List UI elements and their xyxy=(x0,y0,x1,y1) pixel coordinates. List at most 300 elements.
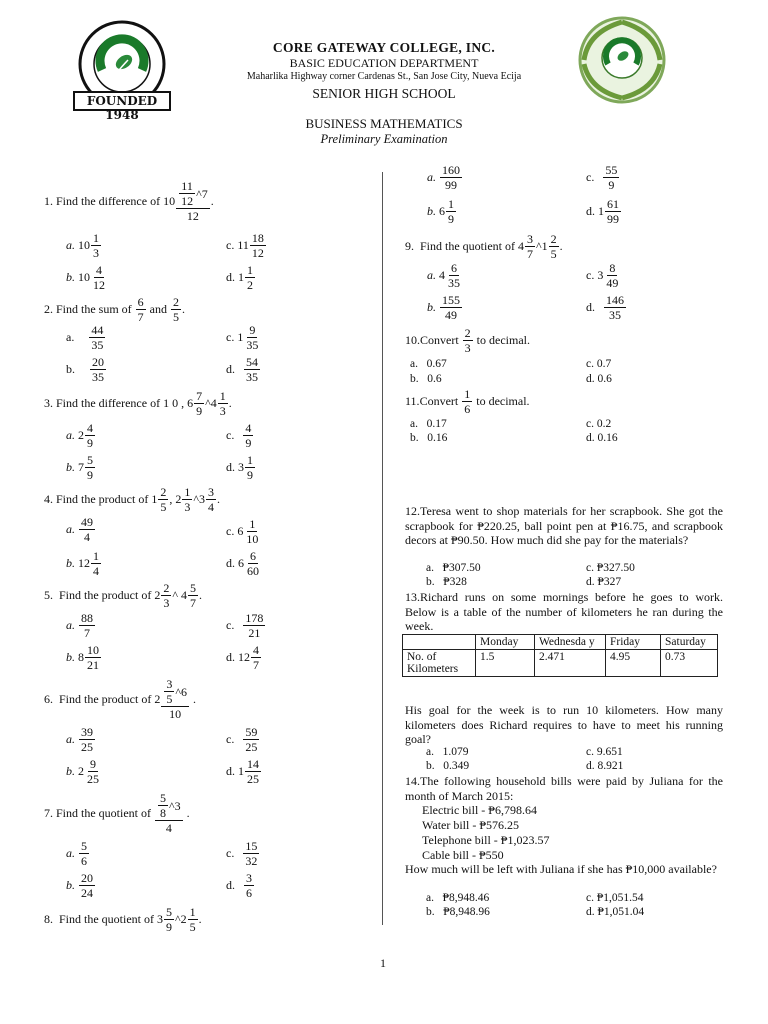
fraction xyxy=(244,324,260,351)
denominator: 7 xyxy=(189,596,196,610)
whole-number: 2 xyxy=(154,588,161,602)
numerator: 10 xyxy=(87,643,99,657)
q13-option-b[interactable]: b. 0.349 xyxy=(426,760,470,772)
fraction xyxy=(245,454,255,481)
numerator: 178 xyxy=(245,611,264,625)
denominator: 25 xyxy=(87,772,99,786)
denominator: 21 xyxy=(87,658,99,672)
q7-option-b[interactable] xyxy=(66,872,96,899)
fraction xyxy=(91,232,101,259)
option-letter: d. xyxy=(226,878,235,892)
fraction xyxy=(245,264,255,291)
denominator: 9 xyxy=(247,468,253,482)
q10-option-a[interactable]: a. 0.67 xyxy=(410,358,447,370)
fraction xyxy=(188,906,198,933)
numerator: 6 xyxy=(250,549,256,563)
numerator: 6 xyxy=(451,261,457,275)
q8-option-a[interactable] xyxy=(427,164,463,191)
whole-number: 8 xyxy=(78,650,84,664)
option-letter: b. xyxy=(427,300,436,314)
q11-option-d[interactable]: d. 0.16 xyxy=(586,432,618,444)
whole-number: 4 xyxy=(439,268,445,282)
table-header-cell: Friday xyxy=(606,635,661,650)
denominator: 8 xyxy=(160,806,166,820)
denominator: 6 xyxy=(81,854,87,868)
denominator: 9 xyxy=(245,436,252,450)
question-number: 9. xyxy=(405,239,414,253)
fraction xyxy=(85,454,95,481)
kilometers-table xyxy=(402,634,718,677)
whole-number: , 2 xyxy=(169,492,182,506)
table-header-row xyxy=(403,635,718,650)
table-header-cell xyxy=(403,635,476,650)
exam-title: Preliminary Examination xyxy=(320,132,448,146)
whole-number: 3 xyxy=(157,912,163,926)
question-text: Find the difference of xyxy=(56,396,161,410)
whole-number: 10 xyxy=(78,238,90,252)
fraction xyxy=(85,758,101,785)
numerator: 20 xyxy=(81,871,93,885)
q14-option-d[interactable]: d. ₱1,051.04 xyxy=(586,906,645,918)
question-text: Convert xyxy=(419,394,459,408)
question-text: Find the product of xyxy=(59,691,152,706)
q10-option-b[interactable]: b. 0.6 xyxy=(410,373,442,385)
numerator: 9 xyxy=(90,757,96,771)
q13-option-d[interactable]: d. 8.921 xyxy=(586,760,624,772)
q1-option-d[interactable] xyxy=(226,264,256,291)
numerator: 59 xyxy=(245,725,258,739)
denominator: 4 xyxy=(207,500,214,514)
question-7: 7. Find the quotient of $\frac{5}{8}$ ^3 4 . xyxy=(44,791,190,835)
q4-option-b[interactable] xyxy=(66,550,102,577)
whole-number: 1 0 , 6 xyxy=(163,396,194,410)
denominator: 3 xyxy=(184,500,191,514)
option-letter: c. xyxy=(226,846,235,860)
q13-option-c[interactable]: c. 9.651 xyxy=(586,746,623,758)
numerator: 8 xyxy=(609,261,616,275)
fraction xyxy=(90,356,106,383)
denominator: 5 xyxy=(173,310,179,324)
q14-option-c[interactable]: c. ₱1,051.54 xyxy=(586,892,644,904)
numerator: 5 xyxy=(87,453,93,467)
whole-number: 6 xyxy=(237,524,244,538)
denominator: 9 xyxy=(608,178,615,192)
question-8: 8. Find the quotient of 3 $\frac{5}{9}$ ^2 $\frac{1}{5}$ . xyxy=(44,905,202,934)
numerator: 54 xyxy=(246,355,258,369)
denominator: 12 xyxy=(186,209,199,223)
whole-number: 11 xyxy=(237,238,249,252)
option-letter: d. xyxy=(226,460,235,474)
numerator: 1 xyxy=(184,485,191,499)
q10-option-c[interactable]: c. 0.7 xyxy=(586,358,612,370)
q7-option-d[interactable] xyxy=(226,872,255,899)
numerator: 1 xyxy=(249,517,256,531)
denominator: 6 xyxy=(464,402,471,416)
fraction xyxy=(179,180,195,207)
fraction xyxy=(161,678,189,720)
fraction xyxy=(206,486,216,513)
numerator: 146 xyxy=(606,293,624,307)
q4-option-d[interactable] xyxy=(226,550,262,577)
fraction xyxy=(171,296,181,323)
numerator: 11 xyxy=(181,179,193,193)
denominator: 9 xyxy=(196,404,203,418)
whole-number: 1 xyxy=(238,764,244,778)
q4-option-c[interactable] xyxy=(226,518,261,545)
numerator: 1 xyxy=(93,549,99,563)
numerator: 1 xyxy=(219,389,226,403)
option-letter: c. xyxy=(226,330,235,344)
fraction xyxy=(440,294,462,321)
q3-option-d[interactable] xyxy=(226,454,256,481)
question-number: 1. xyxy=(44,193,53,208)
denominator: 10 xyxy=(246,532,259,546)
q9-option-d[interactable] xyxy=(586,294,627,321)
bill-item: Water bill - ₱576.25 xyxy=(422,818,520,832)
whole-number: 6 xyxy=(238,556,244,570)
denominator: 3 xyxy=(163,596,170,610)
option-letter: a. xyxy=(66,428,75,442)
subject-title: BUSINESS MATHEMATICS xyxy=(305,116,463,131)
q10-option-d[interactable]: d. 0.6 xyxy=(586,373,612,385)
question-11 xyxy=(405,388,530,415)
q6-option-b[interactable] xyxy=(66,758,102,785)
table-cell: 1.5 xyxy=(476,650,535,677)
numerator: 3 xyxy=(207,485,214,499)
whole-number: 1 xyxy=(238,270,244,284)
option-letter: a. xyxy=(427,170,436,184)
q6-option-d[interactable] xyxy=(226,758,262,785)
fraction xyxy=(194,390,204,417)
denominator: 32 xyxy=(245,854,258,868)
table-header-cell: Wednesda y xyxy=(535,635,606,650)
fraction xyxy=(446,198,456,225)
question-text: Convert xyxy=(420,333,459,347)
denominator: 24 xyxy=(81,886,93,900)
numerator: 20 xyxy=(92,355,104,369)
option-letter: d. xyxy=(226,650,235,664)
denominator: 7 xyxy=(137,310,144,324)
question-text: Find the product of xyxy=(59,588,152,602)
fraction xyxy=(164,906,174,933)
denominator: 4 xyxy=(93,564,99,578)
option-letter: d. xyxy=(226,764,235,778)
q9-option-b[interactable] xyxy=(427,294,463,321)
fraction xyxy=(604,262,620,289)
q9-option-a[interactable] xyxy=(427,262,463,289)
numerator: 15 xyxy=(245,839,258,853)
fraction xyxy=(446,262,462,289)
q6-option-a[interactable] xyxy=(66,726,96,753)
whole-number: 2 xyxy=(78,764,84,778)
q2-option-a[interactable] xyxy=(66,324,106,351)
q14-option-a[interactable]: a. ₱8,948.46 xyxy=(426,892,490,904)
numerator: 1 xyxy=(448,197,454,211)
table-row-label: No. of Kilometers xyxy=(403,650,476,677)
question-1 xyxy=(44,180,214,222)
college-name: CORE GATEWAY COLLEGE, INC. xyxy=(272,40,496,55)
whole-number: 7 xyxy=(78,460,84,474)
numerator: 1 xyxy=(247,263,253,277)
option-letter: d. xyxy=(586,300,595,314)
option-letter: a. xyxy=(427,268,436,282)
school-level: SENIOR HIGH SCHOOL xyxy=(312,86,456,101)
q1-option-c[interactable] xyxy=(226,232,267,259)
table-cell: 0.73 xyxy=(661,650,718,677)
option-letter: b. xyxy=(66,878,75,892)
fraction xyxy=(161,582,171,609)
operator: ^ 4 xyxy=(172,588,187,602)
fraction xyxy=(85,422,95,449)
left-logo-banner: FOUNDED 1948 xyxy=(86,94,158,122)
question-14-followup: How much will be left with Juliana if she has ₱10,000 available? xyxy=(405,862,717,876)
option-letter: a. xyxy=(66,238,75,252)
fraction xyxy=(463,327,473,354)
q8-option-b[interactable] xyxy=(427,198,457,225)
numerator: 3 xyxy=(527,232,533,246)
question-number: 3. xyxy=(44,396,53,410)
operator: ^7 xyxy=(196,186,208,201)
numerator: 88 xyxy=(81,611,93,625)
option-letter: d. xyxy=(226,556,235,570)
denominator: 6 xyxy=(246,886,252,900)
option-letter: c. xyxy=(586,268,595,282)
denominator: 5 xyxy=(550,247,557,261)
numerator: 4 xyxy=(245,421,252,435)
question-number: 4. xyxy=(44,492,53,506)
page-number: 1 xyxy=(380,956,386,970)
q12-option-c[interactable]: c. ₱327.50 xyxy=(586,562,635,574)
option-letter: d. xyxy=(226,362,235,376)
numerator: 55 xyxy=(605,163,618,177)
q12-option-d[interactable]: d. ₱327 xyxy=(586,576,622,588)
numerator: 4 xyxy=(87,421,93,435)
column-divider xyxy=(382,172,383,925)
question-5: 5. Find the product of 2 $\frac{2}{3}$ ^ 4 $\frac{5}{7}$ . xyxy=(44,581,202,610)
question-13-followup: His goal for the week is to run 10 kilometers. How many kilometers does Richard requires to have to meet his running goal? xyxy=(405,703,723,746)
fraction xyxy=(79,612,95,639)
option-letter: a. xyxy=(66,846,75,860)
fraction xyxy=(462,388,472,415)
department-name: BASIC EDUCATION DEPARTMENT xyxy=(289,56,479,70)
denominator: 35 xyxy=(246,338,259,352)
fraction xyxy=(243,840,259,867)
denominator: 49 xyxy=(445,308,457,322)
q3-option-b[interactable] xyxy=(66,454,96,481)
question-6: 6. Find the product of 2 $\frac{3}{5}$ ^6 10 . xyxy=(44,677,196,721)
operator: ^3 xyxy=(169,798,181,813)
q5-option-a[interactable] xyxy=(66,612,96,639)
whole-number: 10 xyxy=(78,270,90,284)
denominator: 4 xyxy=(84,530,90,544)
denominator: 25 xyxy=(245,740,258,754)
q9-option-c[interactable] xyxy=(586,262,621,289)
fraction xyxy=(244,872,254,899)
q5-option-b[interactable] xyxy=(66,644,102,671)
denominator: 35 xyxy=(448,276,460,290)
numerator: 5 xyxy=(189,581,196,595)
q1-option-a[interactable] xyxy=(66,232,102,259)
bill-item: Electric bill - ₱6,798.64 xyxy=(422,803,537,817)
numerator: 4 xyxy=(253,643,259,657)
question-4: 4. Find the product of 1 $\frac{2}{5}$ , 2 $\frac{1}{3}$ ^3 $\frac{3}{4}$ . xyxy=(44,485,220,514)
numerator: 160 xyxy=(442,163,460,177)
q12-option-a[interactable]: a. ₱307.50 xyxy=(426,562,481,574)
q7-option-a[interactable] xyxy=(66,840,90,867)
option-letter: b. xyxy=(66,460,75,474)
q2-option-c[interactable] xyxy=(226,324,261,351)
table-row xyxy=(403,650,718,677)
denominator: 60 xyxy=(247,564,259,578)
fraction xyxy=(155,792,183,834)
option-letter: b. xyxy=(66,764,75,778)
question-text: Find the quotient of xyxy=(420,239,515,253)
whole-number: 4 xyxy=(518,239,524,253)
fraction xyxy=(244,518,260,545)
fraction xyxy=(176,180,210,222)
numerator: 1 xyxy=(93,231,99,245)
fraction xyxy=(79,840,89,867)
question-9: 9. Find the quotient of 4 $\frac{3}{7}$ ^1 $\frac{2}{5}$ . xyxy=(405,232,563,261)
numerator: 6 xyxy=(137,295,144,309)
denominator: 99 xyxy=(445,178,457,192)
q2-option-d[interactable] xyxy=(226,356,261,383)
q14-option-b[interactable]: b. ₱8,948.96 xyxy=(426,906,490,918)
conjunction: and xyxy=(149,302,167,316)
q5-option-c[interactable] xyxy=(226,612,266,639)
fraction xyxy=(158,486,168,513)
option-letter: c. xyxy=(226,524,235,538)
question-tail: to decimal. xyxy=(476,333,530,347)
denominator: 9 xyxy=(166,920,172,934)
fraction xyxy=(250,232,266,259)
option-letter: c. xyxy=(226,238,235,252)
fraction xyxy=(91,264,107,291)
whole-number: 3 xyxy=(597,268,604,282)
whole-number: 6 xyxy=(439,204,445,218)
numerator: 1 xyxy=(189,905,196,919)
q8-option-d[interactable] xyxy=(586,198,622,225)
q1-option-b[interactable] xyxy=(66,264,108,291)
numerator: 1 xyxy=(247,453,253,467)
numerator: 7 xyxy=(196,389,203,403)
q5-option-d[interactable] xyxy=(226,644,262,671)
numerator: 2 xyxy=(173,295,179,309)
whole-number: 12 xyxy=(238,650,250,664)
denominator: 9 xyxy=(87,436,93,450)
question-text: Find the difference of xyxy=(56,193,161,208)
question-text: Find the quotient of xyxy=(56,805,151,820)
numerator: 4 xyxy=(96,263,102,277)
question-10 xyxy=(405,327,530,354)
numerator: 2 xyxy=(464,326,471,340)
numerator: 3 xyxy=(246,871,252,885)
q11-option-c[interactable]: c. 0.2 xyxy=(586,418,612,430)
q7-option-c[interactable] xyxy=(226,840,260,867)
bill-item: Telephone bill - ₱1,023.57 xyxy=(422,833,550,847)
denominator: 5 xyxy=(166,692,173,706)
fraction xyxy=(79,726,95,753)
denominator: 12 xyxy=(251,246,264,260)
question-2: 2. Find the sum of $\frac{6}{7}$ and $\frac{2}{5}$ . xyxy=(44,295,185,324)
option-letter: c. xyxy=(226,732,235,746)
whole-number: 12 xyxy=(78,556,90,570)
denominator: 3 xyxy=(93,246,99,260)
whole-number: 1 xyxy=(598,204,604,218)
denominator: 35 xyxy=(91,338,104,352)
school-address: Maharlika Highway corner Cardenas St., San Jose City, Nueva Ecija xyxy=(246,71,522,82)
q11-option-b[interactable]: b. 0.16 xyxy=(410,432,448,444)
option-letter: b. xyxy=(66,362,75,376)
option-letter: c. xyxy=(586,170,595,184)
operator: ^3 xyxy=(193,492,205,506)
operator: ^6 xyxy=(175,684,187,699)
q6-option-c[interactable] xyxy=(226,726,260,753)
option-letter: d. xyxy=(586,204,595,218)
numerator: 2 xyxy=(163,581,170,595)
q3-option-a[interactable] xyxy=(66,422,96,449)
operator: ^4 xyxy=(205,396,217,410)
numerator: 61 xyxy=(607,197,619,211)
numerator: 2 xyxy=(160,485,167,499)
fraction xyxy=(549,233,559,260)
fraction xyxy=(245,758,261,785)
numerator: 5 xyxy=(81,839,87,853)
numerator: 1 xyxy=(464,387,471,401)
q8-option-c[interactable] xyxy=(586,164,620,191)
question-number: 5. xyxy=(44,588,53,602)
q11-option-a[interactable]: a. 0.17 xyxy=(410,418,447,430)
q13-option-a[interactable]: a. 1.079 xyxy=(426,746,469,758)
fraction xyxy=(89,324,105,351)
q12-option-b[interactable]: b. ₱328 xyxy=(426,576,467,588)
denominator: 99 xyxy=(607,212,619,226)
fraction xyxy=(85,644,101,671)
question-3: 3. Find the difference of 1 0 , 6 $\frac{7}{9}$ ^4 $\frac{1}{3}$ . xyxy=(44,389,232,418)
q3-option-c[interactable] xyxy=(226,422,254,449)
fraction xyxy=(244,356,260,383)
numerator: 5 xyxy=(160,791,166,805)
fraction xyxy=(604,294,626,321)
q4-option-a[interactable] xyxy=(66,516,96,543)
numerator: 5 xyxy=(166,905,172,919)
numerator: 3 xyxy=(166,677,173,691)
q2-option-b[interactable] xyxy=(66,356,107,383)
fraction xyxy=(525,233,535,260)
whole-number: 2 xyxy=(154,691,161,706)
expression: 10 $\frac{11}{12}$ ^7 12 . xyxy=(163,179,214,223)
denominator: 3 xyxy=(464,341,471,355)
operator: ^2 xyxy=(175,912,187,926)
numerator: 49 xyxy=(81,515,93,529)
denominator: 25 xyxy=(247,772,259,786)
denominator: 21 xyxy=(248,626,261,640)
operator: ^1 xyxy=(536,239,548,253)
denominator: 35 xyxy=(92,370,104,384)
denominator: 10 xyxy=(169,707,182,721)
fraction xyxy=(243,422,253,449)
numerator: 44 xyxy=(91,323,104,337)
option-letter: c. xyxy=(226,618,235,632)
fraction xyxy=(188,582,198,609)
question-text: Find the product of xyxy=(56,492,149,506)
question-number: 10. xyxy=(405,333,420,347)
denominator: 9 xyxy=(448,212,454,226)
denominator: 9 xyxy=(87,468,93,482)
denominator: 12 xyxy=(181,194,194,208)
whole-number: 10 xyxy=(163,193,176,208)
fraction xyxy=(243,612,265,639)
